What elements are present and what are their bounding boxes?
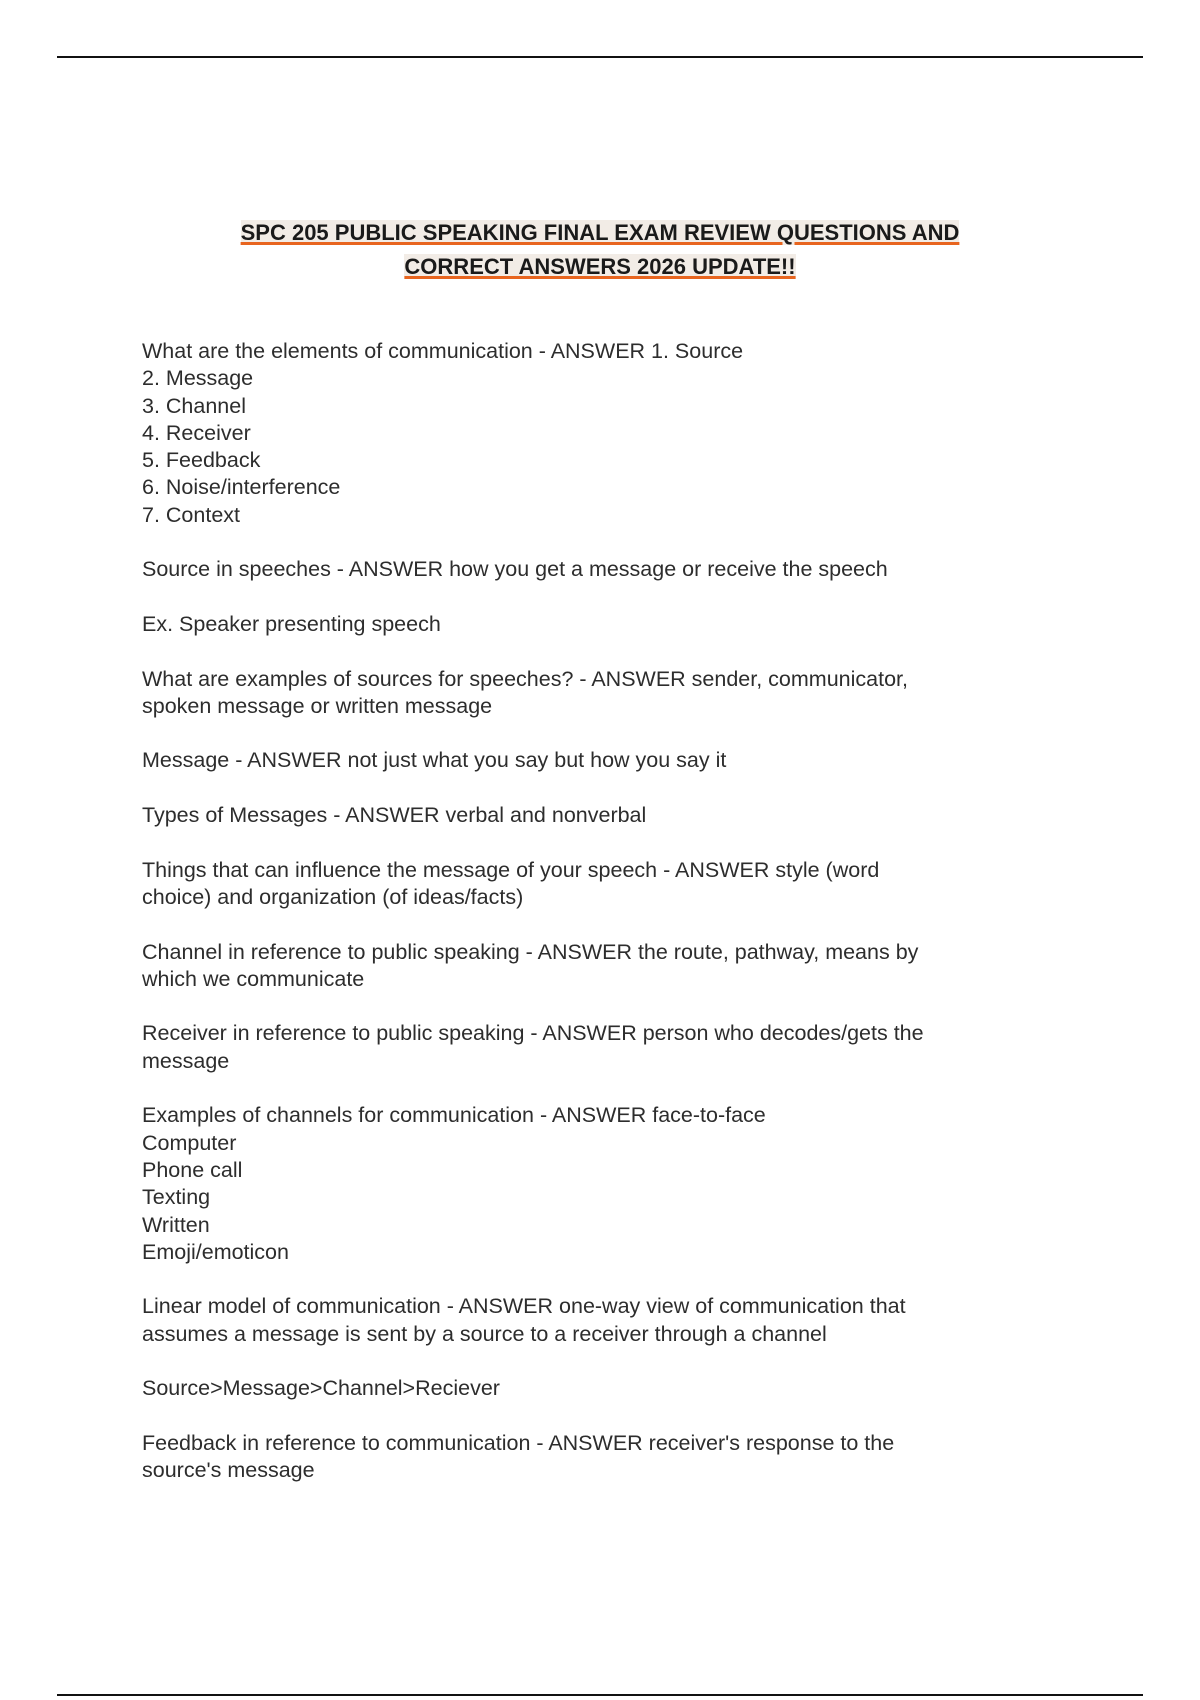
- qa-line: 7. Context: [142, 502, 240, 527]
- qa-block: [142, 1430, 1062, 1485]
- qa-line: Texting: [142, 1185, 211, 1210]
- qa-line: Written: [142, 1212, 210, 1237]
- qa-block: [142, 747, 1062, 774]
- qa-line: Channel in reference to public speaking - ANSWER the route, pathway, means by: [142, 939, 919, 964]
- qa-block: [142, 939, 1062, 994]
- qa-line: Linear model of communication - ANSWER one-way view of communication that: [142, 1294, 906, 1319]
- qa-line: What are examples of sources for speeches? - ANSWER sender, communicator,: [142, 666, 908, 691]
- title-line-1: SPC 205 PUBLIC SPEAKING FINAL EXAM REVIEW QUESTIONS AND: [240, 220, 960, 245]
- qa-content: [142, 338, 1062, 1512]
- qa-line: 6. Noise/interference: [142, 475, 341, 500]
- qa-block: [142, 338, 1062, 529]
- bottom-rule: [57, 1694, 1143, 1696]
- qa-line: What are the elements of communication - ANSWER 1. Source: [142, 339, 744, 363]
- document-title: [0, 216, 1200, 284]
- qa-block: [142, 802, 1062, 829]
- qa-line: Message - ANSWER not just what you say but how you say it: [142, 748, 727, 773]
- qa-line: 5. Feedback: [142, 448, 261, 473]
- qa-line: Examples of channels for communication - ANSWER face-to-face: [142, 1103, 766, 1128]
- qa-line: 4. Receiver: [142, 420, 251, 445]
- qa-line: source's message: [142, 1458, 315, 1483]
- qa-block: [142, 1020, 1062, 1075]
- qa-line: 3. Channel: [142, 393, 246, 418]
- qa-block: [142, 857, 1062, 912]
- qa-line: Source in speeches - ANSWER how you get a message or receive the speech: [142, 557, 888, 582]
- qa-line: Things that can influence the message of your speech - ANSWER style (word: [142, 857, 880, 882]
- qa-line: assumes a message is sent by a source to a receiver through a channel: [142, 1321, 827, 1346]
- qa-line: Ex. Speaker presenting speech: [142, 611, 441, 636]
- qa-line: spoken message or written message: [142, 693, 493, 718]
- qa-line: which we communicate: [142, 966, 365, 991]
- top-rule: [57, 56, 1143, 58]
- qa-line: Source>Message>Channel>Reciever: [142, 1376, 500, 1401]
- qa-line: Receiver in reference to public speaking - ANSWER person who decodes/gets the: [142, 1021, 924, 1046]
- title-line-2: CORRECT ANSWERS 2026 UPDATE!!: [404, 254, 796, 279]
- qa-block: [142, 1102, 1062, 1266]
- qa-line: choice) and organization (of ideas/facts): [142, 884, 524, 909]
- qa-block: [142, 1375, 1062, 1402]
- qa-block: [142, 611, 1062, 638]
- qa-line: 2. Message: [142, 366, 254, 391]
- qa-line: Emoji/emoticon: [142, 1239, 289, 1264]
- qa-line: Phone call: [142, 1157, 243, 1182]
- qa-line: message: [142, 1048, 230, 1073]
- qa-line: Computer: [142, 1130, 237, 1155]
- qa-block: [142, 556, 1062, 583]
- qa-block: [142, 1293, 1062, 1348]
- qa-line: Feedback in reference to communication - ANSWER receiver's response to the: [142, 1430, 895, 1455]
- qa-line: Types of Messages - ANSWER verbal and nonverbal: [142, 803, 647, 828]
- qa-block: [142, 666, 1062, 721]
